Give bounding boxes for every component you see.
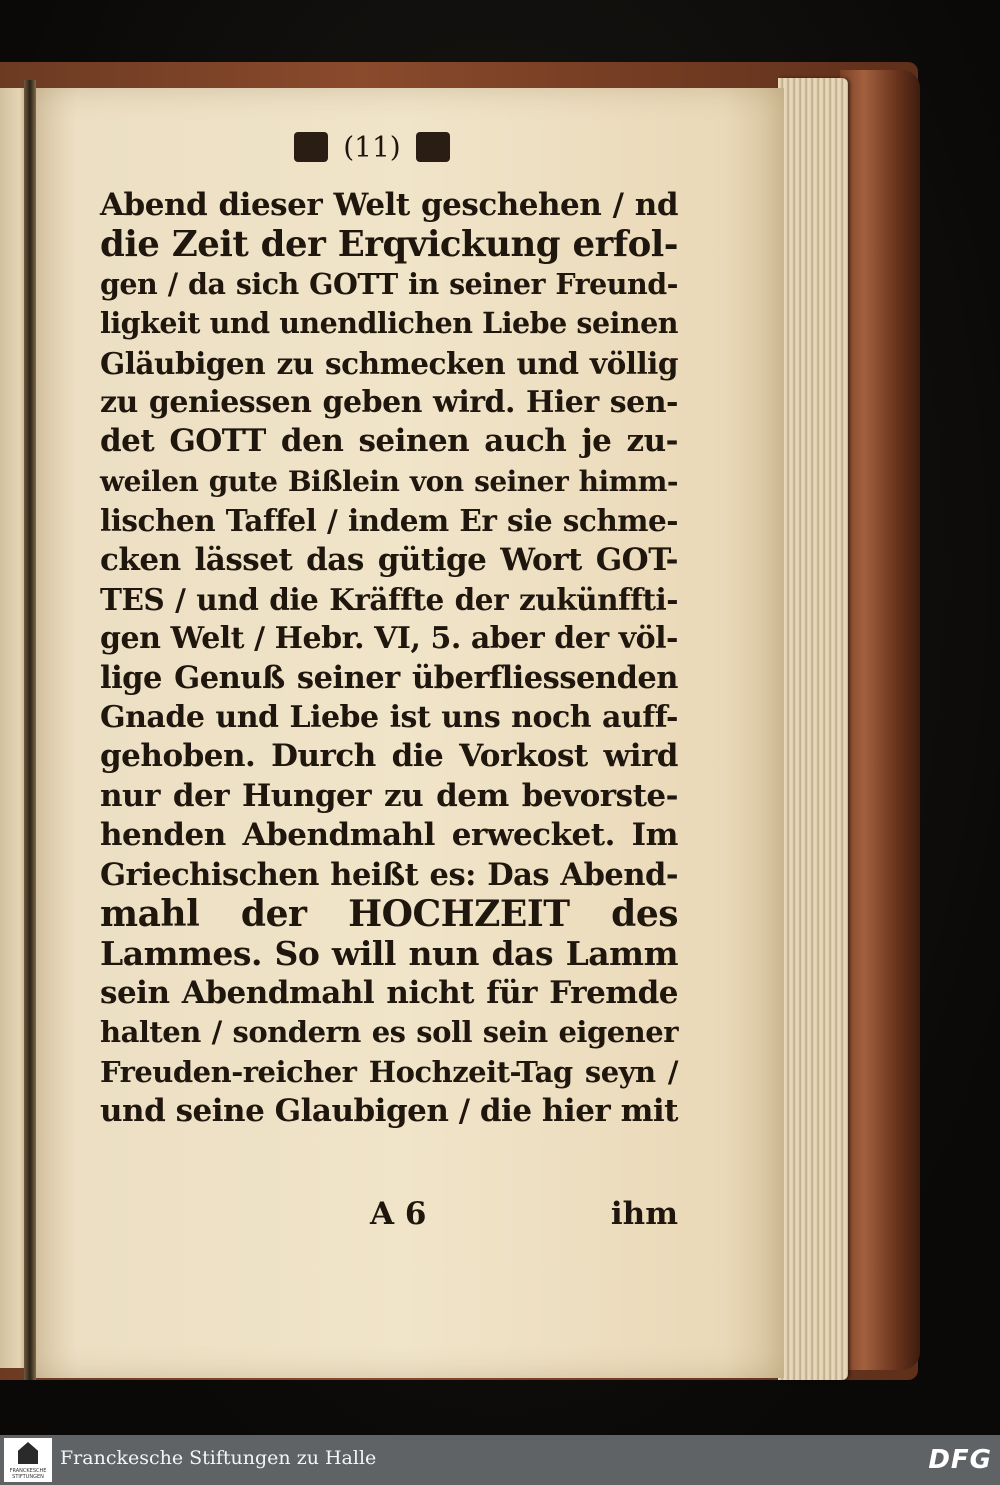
text-line: ligkeit und unendlichen Liebe seinen [100,306,678,341]
text-line: sein Abendmahl nicht für Fremde [100,974,678,1011]
text-line: gehoben. Durch die Vorkost wird [100,738,678,775]
text-line: Gnade und Liebe ist uns noch auff- [100,700,678,736]
text-line: lige Genuß seiner überfliessenden [100,659,678,696]
footer-bar [0,1435,1000,1485]
book-cover-edge [840,70,920,1370]
franckesche-logo[interactable] [4,1438,52,1482]
text-line: die Zeit der Erqvickung erfol- [100,224,678,266]
text-line: henden Abendmahl erwecket. Im [100,817,678,854]
page-header [32,128,712,164]
text-line: lischen Taffel / indem Er sie schme- [100,503,678,539]
text-line: weilen gute Bißlein von seiner himm- [100,464,678,498]
text-line: zu geniessen geben wird. Hier sen- [100,384,678,420]
text-line: Griechischen heißt es: Das Abend- [100,856,678,893]
signature-mark: A 6 [370,1196,427,1232]
text-line: gen Welt / Hebr. VI, 5. aber der völ- [100,621,678,657]
page-number: (11) [343,130,401,164]
text-line: gen / da sich GOTT in seiner Freund- [100,266,678,301]
catchword: ihm [610,1196,678,1232]
text-line: Abend dieser Welt geschehen / nd [100,187,678,223]
text-line: mahl der HOCHZEIT des [100,893,678,936]
text-line: nur der Hunger zu dem bevorste- [100,777,678,814]
ornament-left-icon [294,132,328,162]
text-line: Gläubigen zu schmecken und völlig [100,345,678,381]
text-line: Lammes. So will nun das Lamm [100,934,678,974]
body-text [100,186,678,1131]
text-line: halten / sondern es soll sein eigener [100,1015,678,1050]
logo-text: FRANCKESCHE STIFTUNGEN [9,1468,47,1480]
book-gutter [24,80,36,1380]
text-line: TES / und die Kräffte der zukünffti- [100,581,678,617]
text-line: cken lässet das gütige Wort GOT- [100,541,678,578]
text-line: Freuden-reicher Hochzeit-Tag seyn / [100,1054,678,1089]
page-edges [778,78,848,1380]
book-page [32,88,784,1378]
institution-name[interactable]: Franckesche Stiftungen zu Halle [60,1447,377,1469]
dfg-logo[interactable]: DFG [928,1445,992,1475]
building-icon [18,1442,38,1464]
page-footer-line [100,1196,678,1236]
text-line: und seine Glaubigen / die hier mit [100,1092,678,1129]
text-line: det GOTT den seinen auch je zu- [100,423,678,460]
ornament-right-icon [416,132,450,162]
